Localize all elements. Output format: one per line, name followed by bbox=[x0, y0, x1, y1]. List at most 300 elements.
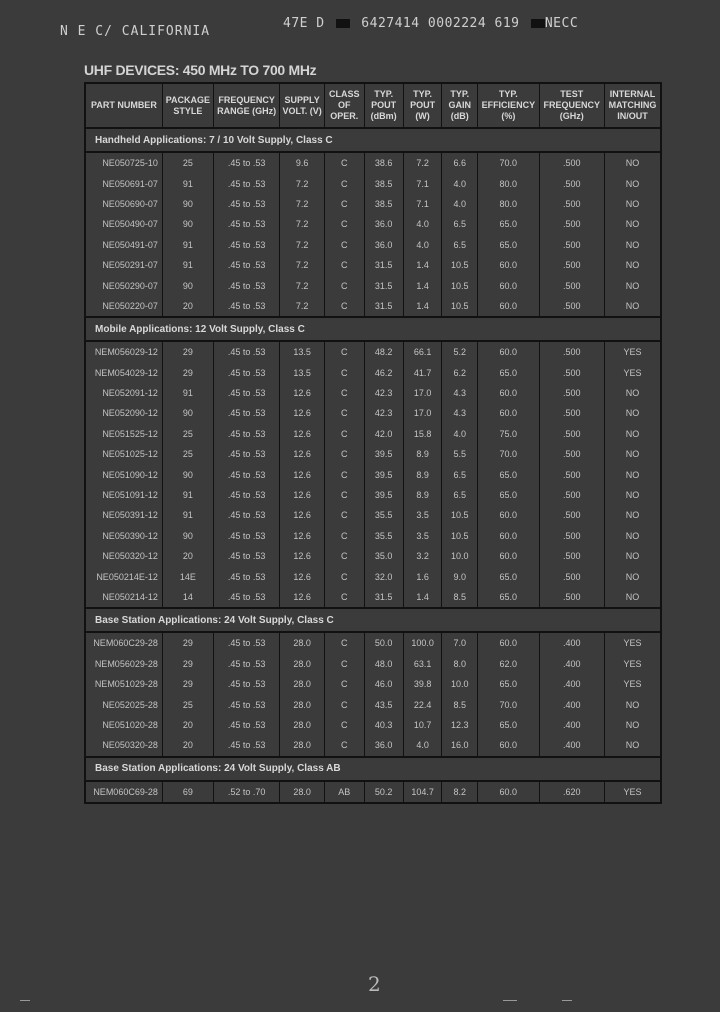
table-cell: 7.2 bbox=[280, 214, 325, 234]
table-cell: .45 to .53 bbox=[214, 255, 280, 275]
table-cell: .45 to .53 bbox=[214, 526, 280, 546]
table-cell: C bbox=[325, 674, 365, 694]
table-cell: .500 bbox=[540, 464, 605, 484]
table-row bbox=[86, 674, 660, 694]
table-row bbox=[86, 342, 660, 362]
table-cell: 65.0 bbox=[478, 715, 539, 735]
table-cell: 65.0 bbox=[478, 464, 539, 484]
table-cell: 80.0 bbox=[478, 173, 539, 193]
table-cell: 91 bbox=[163, 235, 214, 255]
table-cell: NO bbox=[625, 178, 640, 189]
table-cell: C bbox=[325, 485, 365, 505]
table-cell: .400 bbox=[540, 735, 605, 755]
table-cell: .45 to .53 bbox=[214, 444, 280, 464]
table-cell: 8.2 bbox=[442, 782, 478, 802]
table-cell: .52 to .70 bbox=[214, 782, 280, 802]
table-cell: C bbox=[325, 296, 365, 316]
part-number-cell: NE050320-28 bbox=[86, 735, 163, 755]
table-row bbox=[86, 526, 660, 546]
part-number-cell: NE050320-12 bbox=[86, 546, 163, 566]
table-cell: 31.5 bbox=[365, 255, 404, 275]
part-number-cell: NEM051029-28 bbox=[86, 674, 163, 694]
part-number-cell: NE050490-07 bbox=[86, 214, 163, 234]
table-cell: 25 bbox=[163, 694, 214, 714]
table-cell: .45 to .53 bbox=[214, 235, 280, 255]
table-cell: .500 bbox=[540, 444, 605, 464]
table-row bbox=[86, 485, 660, 505]
table-cell: .620 bbox=[540, 782, 605, 802]
scan-header-right bbox=[283, 16, 578, 31]
table-cell: C bbox=[325, 255, 365, 275]
table-cell: 39.8 bbox=[404, 674, 443, 694]
table-cell: C bbox=[325, 546, 365, 566]
table-cell: 6.5 bbox=[442, 464, 478, 484]
table-cell: 8.9 bbox=[404, 464, 443, 484]
scan-mark bbox=[20, 1000, 30, 1001]
table-cell: 7.2 bbox=[404, 153, 443, 173]
table-cell: 8.9 bbox=[404, 444, 443, 464]
table-cell: C bbox=[325, 363, 365, 383]
table-cell: YES bbox=[623, 658, 642, 669]
table-cell: 43.5 bbox=[365, 694, 404, 714]
part-number-cell: NEM060C29-28 bbox=[86, 633, 163, 653]
table-cell: 28.0 bbox=[280, 735, 325, 755]
table-cell: 10.7 bbox=[404, 715, 443, 735]
table-cell: 75.0 bbox=[478, 424, 539, 444]
table-cell: 38.5 bbox=[365, 173, 404, 193]
table-cell: C bbox=[325, 505, 365, 525]
table-cell: .500 bbox=[540, 505, 605, 525]
table-cell: 36.0 bbox=[365, 214, 404, 234]
table-cell: 35.5 bbox=[365, 505, 404, 525]
table-cell: 3.5 bbox=[404, 526, 443, 546]
page-title: UHF DEVICES: 450 MHz TO 700 MHz bbox=[84, 62, 317, 78]
table-cell: 8.9 bbox=[404, 485, 443, 505]
table-cell: .45 to .53 bbox=[214, 735, 280, 755]
table-cell: .45 to .53 bbox=[214, 654, 280, 674]
table-cell: NO bbox=[625, 300, 640, 311]
table-cell: .45 to .53 bbox=[214, 715, 280, 735]
table-cell: 32.0 bbox=[365, 566, 404, 586]
table-cell: 60.0 bbox=[478, 296, 539, 316]
table-cell: 36.0 bbox=[365, 235, 404, 255]
part-number-cell: NE050691-07 bbox=[86, 173, 163, 193]
table-cell: 20 bbox=[163, 296, 214, 316]
table-cell: C bbox=[325, 526, 365, 546]
table-cell: 20 bbox=[163, 735, 214, 755]
table-row bbox=[86, 255, 660, 275]
table-cell: NO bbox=[625, 530, 640, 541]
table-cell: 3.2 bbox=[404, 546, 443, 566]
table-cell: .500 bbox=[540, 363, 605, 383]
table-cell: NO bbox=[625, 551, 640, 562]
table-cell: 8.5 bbox=[442, 587, 478, 607]
table-cell: .45 to .53 bbox=[214, 214, 280, 234]
table-cell: 6.5 bbox=[442, 485, 478, 505]
scan-code-3: NECC bbox=[544, 16, 579, 31]
table-cell: .45 to .53 bbox=[214, 194, 280, 214]
table-cell: 40.3 bbox=[365, 715, 404, 735]
table-cell: 60.0 bbox=[478, 526, 539, 546]
table-cell: 6.5 bbox=[442, 214, 478, 234]
table-cell: 42.3 bbox=[365, 403, 404, 423]
table-cell: 91 bbox=[163, 255, 214, 275]
table-cell: 10.5 bbox=[442, 255, 478, 275]
table-cell: 65.0 bbox=[478, 235, 539, 255]
table-cell: 29 bbox=[163, 633, 214, 653]
table-cell: 10.0 bbox=[442, 674, 478, 694]
table-cell: 7.0 bbox=[442, 633, 478, 653]
table-cell: .500 bbox=[540, 342, 605, 362]
part-number-cell: NEM056029-12 bbox=[86, 342, 163, 362]
part-number-cell: NE052091-12 bbox=[86, 383, 163, 403]
scan-mark bbox=[562, 1000, 572, 1001]
table-cell: 60.0 bbox=[478, 342, 539, 362]
table-cell: 91 bbox=[163, 173, 214, 193]
scan-code-2: 6427414 0002224 619 bbox=[361, 16, 520, 31]
table-cell: NO bbox=[625, 408, 640, 419]
table-cell: .45 to .53 bbox=[214, 383, 280, 403]
table-cell: 9.0 bbox=[442, 566, 478, 586]
table-cell: .45 to .53 bbox=[214, 587, 280, 607]
column-header: SUPPLY VOLT. (V) bbox=[280, 84, 325, 129]
table-cell: 28.0 bbox=[280, 633, 325, 653]
table-cell: 39.5 bbox=[365, 444, 404, 464]
table-cell: 4.0 bbox=[404, 735, 443, 755]
table-cell: C bbox=[325, 403, 365, 423]
part-number-cell: NE050214E-12 bbox=[86, 566, 163, 586]
part-number-cell: NE050690-07 bbox=[86, 194, 163, 214]
table-cell: .45 to .53 bbox=[214, 296, 280, 316]
table-row bbox=[86, 444, 660, 464]
table-cell: 20 bbox=[163, 546, 214, 566]
table-cell: 17.0 bbox=[404, 403, 443, 423]
table-cell: .45 to .53 bbox=[214, 173, 280, 193]
table-cell: 104.7 bbox=[404, 782, 443, 802]
table-cell: C bbox=[325, 424, 365, 444]
table-cell: 65.0 bbox=[478, 587, 539, 607]
table-cell: 46.0 bbox=[365, 674, 404, 694]
table-cell: 14E bbox=[163, 566, 214, 586]
column-header: FREQUENCY RANGE (GHz) bbox=[214, 84, 280, 129]
column-header: TYP. POUT (W) bbox=[404, 84, 443, 129]
table-cell: .45 to .53 bbox=[214, 505, 280, 525]
table-cell: YES bbox=[623, 367, 642, 378]
column-header: TYP. GAIN (dB) bbox=[442, 84, 478, 129]
table-cell: .45 to .53 bbox=[214, 363, 280, 383]
table-cell: 29 bbox=[163, 654, 214, 674]
table-cell: 4.0 bbox=[442, 194, 478, 214]
table-row bbox=[86, 633, 660, 653]
table-cell: YES bbox=[623, 786, 642, 797]
part-number-cell: NE051091-12 bbox=[86, 485, 163, 505]
table-cell: 70.0 bbox=[478, 694, 539, 714]
table-row bbox=[86, 275, 660, 295]
table-cell: 10.5 bbox=[442, 296, 478, 316]
table-cell: .500 bbox=[540, 235, 605, 255]
table-cell: .400 bbox=[540, 633, 605, 653]
table-cell: 5.5 bbox=[442, 444, 478, 464]
table-cell: 38.5 bbox=[365, 194, 404, 214]
table-cell: 50.0 bbox=[365, 633, 404, 653]
table-cell: .45 to .53 bbox=[214, 275, 280, 295]
table-cell: NO bbox=[625, 490, 640, 501]
part-number-cell: NEM060C69-28 bbox=[86, 782, 163, 802]
table-cell: .45 to .53 bbox=[214, 342, 280, 362]
table-cell: NO bbox=[625, 260, 640, 271]
table-row bbox=[86, 694, 660, 714]
table-cell: 60.0 bbox=[478, 403, 539, 423]
table-cell: .500 bbox=[540, 403, 605, 423]
table-cell: 66.1 bbox=[404, 342, 443, 362]
table-cell: 7.1 bbox=[404, 194, 443, 214]
table-cell: 10.0 bbox=[442, 546, 478, 566]
table-cell: 12.3 bbox=[442, 715, 478, 735]
table-cell: .45 to .53 bbox=[214, 403, 280, 423]
table-cell: 8.0 bbox=[442, 654, 478, 674]
table-cell: C bbox=[325, 654, 365, 674]
part-number-cell: NE051090-12 bbox=[86, 464, 163, 484]
table-cell: 62.0 bbox=[478, 654, 539, 674]
table-row bbox=[86, 735, 660, 755]
scan-header-left: N E C/ CALIFORNIA bbox=[60, 24, 211, 39]
barcode-block bbox=[531, 19, 545, 28]
table-cell: 12.6 bbox=[280, 485, 325, 505]
table-cell: NO bbox=[625, 592, 640, 602]
table-cell: NO bbox=[625, 219, 640, 230]
table-cell: 46.2 bbox=[365, 363, 404, 383]
table-cell: 17.0 bbox=[404, 383, 443, 403]
table-cell: .45 to .53 bbox=[214, 674, 280, 694]
table-cell: 13.5 bbox=[280, 363, 325, 383]
table-cell: NO bbox=[625, 571, 640, 582]
column-header: INTERNAL MATCHING IN/OUT bbox=[605, 84, 660, 129]
table-cell: 1.4 bbox=[404, 296, 443, 316]
section-header: Base Station Applications: 24 Volt Supply, Class C bbox=[86, 607, 660, 633]
table-cell: .500 bbox=[540, 214, 605, 234]
table-cell: 91 bbox=[163, 383, 214, 403]
table-cell: 28.0 bbox=[280, 694, 325, 714]
table-cell: YES bbox=[623, 347, 642, 358]
table-cell: .500 bbox=[540, 255, 605, 275]
table-cell: C bbox=[325, 735, 365, 755]
table-cell: 12.6 bbox=[280, 464, 325, 484]
table-cell: 7.2 bbox=[280, 235, 325, 255]
column-header: TYP. EFFICIENCY (%) bbox=[478, 84, 539, 129]
table-cell: C bbox=[325, 342, 365, 362]
table-cell: C bbox=[325, 383, 365, 403]
table-cell: .500 bbox=[540, 194, 605, 214]
table-cell: .500 bbox=[540, 173, 605, 193]
table-cell: 9.6 bbox=[280, 153, 325, 173]
table-cell: C bbox=[325, 214, 365, 234]
table-cell: .45 to .53 bbox=[214, 424, 280, 444]
table-cell: 60.0 bbox=[478, 633, 539, 653]
table-cell: NO bbox=[625, 428, 640, 439]
table-cell: 7.2 bbox=[280, 296, 325, 316]
part-number-cell: NE051525-12 bbox=[86, 424, 163, 444]
table-cell: 80.0 bbox=[478, 194, 539, 214]
table-row bbox=[86, 296, 660, 316]
table-cell: 6.6 bbox=[442, 153, 478, 173]
table-cell: C bbox=[325, 444, 365, 464]
table-cell: C bbox=[325, 633, 365, 653]
table-cell: NO bbox=[625, 158, 640, 169]
table-cell: 39.5 bbox=[365, 485, 404, 505]
table-cell: 8.5 bbox=[442, 694, 478, 714]
table-cell: 60.0 bbox=[478, 383, 539, 403]
table-cell: 28.0 bbox=[280, 782, 325, 802]
table-cell: 12.6 bbox=[280, 587, 325, 607]
table-cell: 12.6 bbox=[280, 566, 325, 586]
table-cell: C bbox=[325, 235, 365, 255]
table-cell: 90 bbox=[163, 194, 214, 214]
table-cell: 70.0 bbox=[478, 153, 539, 173]
table-cell: 12.6 bbox=[280, 505, 325, 525]
table-cell: 90 bbox=[163, 403, 214, 423]
table-row bbox=[86, 153, 660, 173]
table-cell: C bbox=[325, 715, 365, 735]
part-number-cell: NE051020-28 bbox=[86, 715, 163, 735]
table-cell: .45 to .53 bbox=[214, 546, 280, 566]
table-cell: .45 to .53 bbox=[214, 153, 280, 173]
table-cell: .500 bbox=[540, 153, 605, 173]
table-cell: 60.0 bbox=[478, 735, 539, 755]
table-cell: 12.6 bbox=[280, 383, 325, 403]
table-cell: 1.4 bbox=[404, 255, 443, 275]
table-cell: 91 bbox=[163, 505, 214, 525]
table-row bbox=[86, 715, 660, 735]
table-cell: 20 bbox=[163, 715, 214, 735]
table-cell: NO bbox=[625, 699, 640, 710]
barcode-block bbox=[336, 19, 350, 28]
table-cell: .500 bbox=[540, 485, 605, 505]
table-cell: 4.0 bbox=[442, 173, 478, 193]
part-number-cell: NE050220-07 bbox=[86, 296, 163, 316]
table-cell: 35.5 bbox=[365, 526, 404, 546]
table-cell: 39.5 bbox=[365, 464, 404, 484]
table-cell: 3.5 bbox=[404, 505, 443, 525]
section-header: Handheld Applications: 7 / 10 Volt Supply, Class C bbox=[86, 129, 660, 153]
table-cell: 60.0 bbox=[478, 255, 539, 275]
table-cell: AB bbox=[325, 782, 365, 802]
scan-code-1: 47E D bbox=[283, 16, 325, 31]
table-cell: 12.6 bbox=[280, 444, 325, 464]
table-cell: .500 bbox=[540, 296, 605, 316]
table-row bbox=[86, 546, 660, 566]
part-number-cell: NE050390-12 bbox=[86, 526, 163, 546]
table-cell: .500 bbox=[540, 526, 605, 546]
table-cell: 10.5 bbox=[442, 275, 478, 295]
table-cell: 25 bbox=[163, 444, 214, 464]
table-cell: 42.0 bbox=[365, 424, 404, 444]
part-number-cell: NE052025-28 bbox=[86, 694, 163, 714]
table-row bbox=[86, 782, 660, 802]
table-row bbox=[86, 235, 660, 255]
table-cell: NO bbox=[625, 740, 640, 751]
table-cell: .400 bbox=[540, 715, 605, 735]
table-cell: 7.2 bbox=[280, 194, 325, 214]
table-cell: 12.6 bbox=[280, 526, 325, 546]
table-cell: 60.0 bbox=[478, 546, 539, 566]
table-cell: 48.2 bbox=[365, 342, 404, 362]
table-cell: 29 bbox=[163, 342, 214, 362]
part-number-cell: NE050391-12 bbox=[86, 505, 163, 525]
column-header: TEST FREQUENCY (GHz) bbox=[540, 84, 605, 129]
table-cell: 7.1 bbox=[404, 173, 443, 193]
table-cell: 12.6 bbox=[280, 424, 325, 444]
table-cell: 63.1 bbox=[404, 654, 443, 674]
table-cell: YES bbox=[623, 638, 642, 649]
table-cell: 69 bbox=[163, 782, 214, 802]
table-cell: 6.2 bbox=[442, 363, 478, 383]
table-cell: 65.0 bbox=[478, 674, 539, 694]
table-cell: 91 bbox=[163, 485, 214, 505]
table-cell: 65.0 bbox=[478, 485, 539, 505]
table-cell: C bbox=[325, 173, 365, 193]
part-number-cell: NE050290-07 bbox=[86, 275, 163, 295]
table-cell: 1.6 bbox=[404, 566, 443, 586]
table-cell: 4.0 bbox=[404, 235, 443, 255]
table-cell: .500 bbox=[540, 546, 605, 566]
table-row bbox=[86, 654, 660, 674]
table-row bbox=[86, 505, 660, 525]
table-cell: 100.0 bbox=[404, 633, 443, 653]
table-cell: .45 to .53 bbox=[214, 633, 280, 653]
table-cell: 28.0 bbox=[280, 654, 325, 674]
table-row bbox=[86, 173, 660, 193]
table-cell: NO bbox=[625, 449, 640, 460]
table-cell: .45 to .53 bbox=[214, 566, 280, 586]
table-cell: .45 to .53 bbox=[214, 694, 280, 714]
table-row bbox=[86, 383, 660, 403]
table-row bbox=[86, 587, 660, 607]
table-cell: YES bbox=[623, 679, 642, 690]
part-number-cell: NEM056029-28 bbox=[86, 654, 163, 674]
uhf-devices-table bbox=[84, 82, 662, 804]
table-cell: .500 bbox=[540, 424, 605, 444]
table-cell: 90 bbox=[163, 526, 214, 546]
part-number-cell: NE050291-07 bbox=[86, 255, 163, 275]
table-cell: 70.0 bbox=[478, 444, 539, 464]
table-cell: NO bbox=[625, 510, 640, 521]
table-cell: 31.5 bbox=[365, 275, 404, 295]
table-cell: C bbox=[325, 464, 365, 484]
table-cell: 5.2 bbox=[442, 342, 478, 362]
table-cell: 1.4 bbox=[404, 275, 443, 295]
table-cell: 7.2 bbox=[280, 255, 325, 275]
table-cell: NO bbox=[625, 719, 640, 730]
table-cell: 36.0 bbox=[365, 735, 404, 755]
table-cell: 10.5 bbox=[442, 526, 478, 546]
table-cell: 38.6 bbox=[365, 153, 404, 173]
table-cell: C bbox=[325, 694, 365, 714]
table-cell: .500 bbox=[540, 587, 605, 607]
table-cell: 90 bbox=[163, 214, 214, 234]
table-cell: .400 bbox=[540, 654, 605, 674]
table-row bbox=[86, 363, 660, 383]
column-header: PACKAGE STYLE bbox=[163, 84, 214, 129]
table-cell: 4.0 bbox=[404, 214, 443, 234]
table-cell: 4.3 bbox=[442, 403, 478, 423]
table-cell: 65.0 bbox=[478, 363, 539, 383]
table-cell: .400 bbox=[540, 674, 605, 694]
table-cell: NO bbox=[625, 280, 640, 291]
table-cell: 60.0 bbox=[478, 505, 539, 525]
table-cell: 65.0 bbox=[478, 214, 539, 234]
table-cell: 7.2 bbox=[280, 173, 325, 193]
column-header: PART NUMBER bbox=[86, 84, 163, 129]
